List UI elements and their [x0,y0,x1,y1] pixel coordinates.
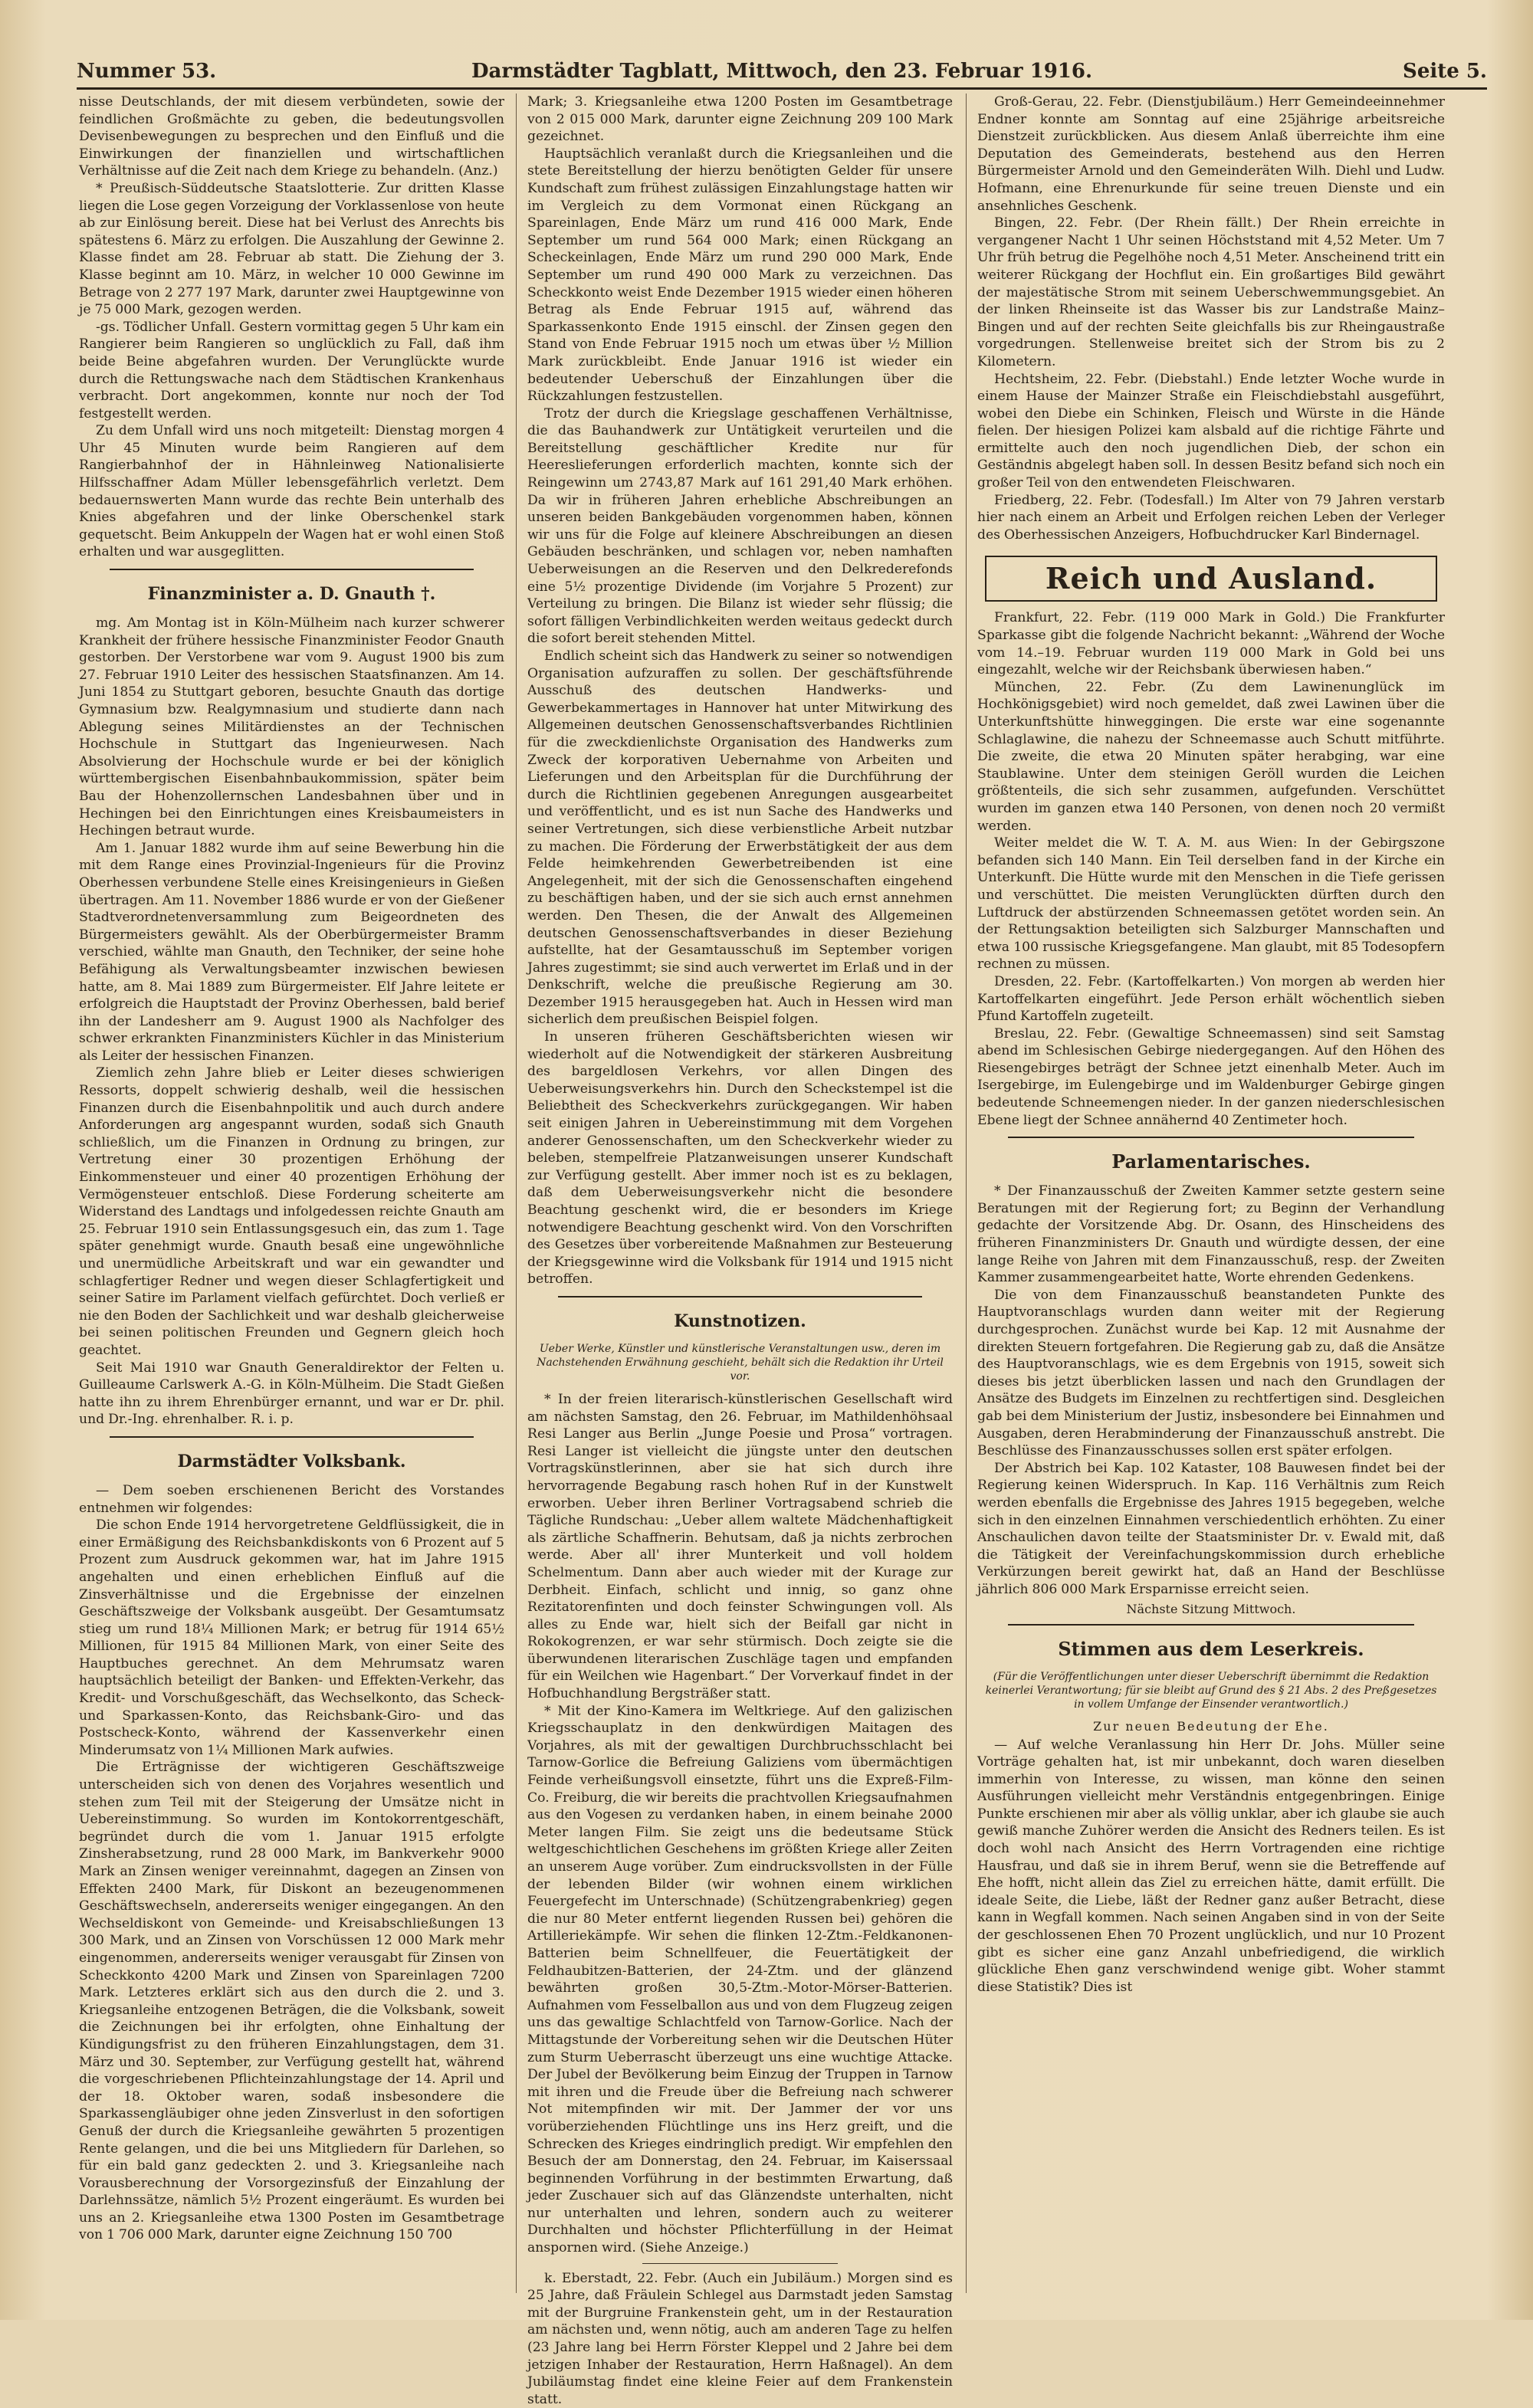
article-volksbank-6: Endlich scheint sich das Handwerk zu seiner so notwendigen Organisation aufzuraffen zu sollen. Der geschäftsführende Ausschuß des deutschen Handwerks- und Gewerbekammertages in Hannover hat unter Mitwirkung des Allgemeinen deutschen Genossenschaftsverbandes Richtlinien für die zweckdienlichste Organisation des Handwerks zum Zweck der korporativen Uebernahme von Arbeiten und Lieferungen und den Arbeitsplan für die Durchführung der durch die Richtlinien gegebenen Anregungen ausgearbeitet und veröffentlicht, und es ist nun Sache des Handwerks und seiner Vertretungen, sich diese verbienstliche Arbeit nutzbar zu machen. Die Förderung der Erwerbstätigkeit der aus dem Felde heimkehrenden Gewerbetreibenden ist eine Angelegenheit, mit der sich die Genossenschaften eingehend zu beschäftigen haben, und der sie sich auch ernst annehmen werden. Den Thesen, die der Anwalt des Allgemeinen deutschen Genossenschaftsverbandes in dieser Beziehung aufstellte, hat der Gesamtausschuß im September vorigen Jahres zugestimmt; sie sind auch verwertet im Erlaß und in der Denkschrift, welche die preußische Regierung am 30. Dezember 1915 herausgegeben hat. Auch in Hessen wird man sicherlich dem preußischen Beispiel folgen. [527,648,953,1028]
article-volksbank-5: Trotz der durch die Kriegslage geschaffenen Verhältnisse, die das Bauhandwerk zur Untätigkeit verurteilen und die Bereitstellung geschäftlicher Kredite nur für Heereslieferungen erforderlich machten, konnte sich der Reingewinn um 2743,87 Mark auf 161 291,40 Mark erhöhen. Da wir in früheren Jahren erhebliche Abschreibungen an unseren beiden Bankgebäuden vorgenommen haben, können wir uns für die Folge auf kleinere Abschreibungen an diesen Gebäuden beschränken, und schlagen vor, neben namhaften Ueberweisungen an die Reserven und den Delkrederefonds eine 5½ prozentige Dividende (im Vorjahre 5 Prozent) zur Verteilung zu bringen. Die Bilanz ist wieder sehr flüssig; die sofort fälligen Verbindlichkeiten werden weitaus gedeckt durch die sofort bereit stehenden Mittel. [527,405,953,647]
column-3 [977,93,1445,2293]
article-volksbank-2: Die Erträgnisse der wichtigeren Geschäftszweige unterscheiden sich von denen des Vorjahres wesentlich und stehen zum Teil mit der Steigerung der Umsätze nicht in Uebereinstimmung. So wurden im Kontokorrentgeschäft, begründet durch die vom 1. Januar 1915 erfolgte Zinsherabsetzung, rund 28 000 Mark, im Bankverkehr 9000 Mark an Zinsen weniger vereinnahmt, dagegen an Zinsen von Effekten 2400 Mark, für Diskont an bezeugenommenen Geschäftswechseln, andererseits weniger eingegangen. An den Wechseldiskont von Gemeinde- und Kreisabschließungen 13 300 Mark, und an Zinsen von Vorschüssen 12 000 Mark mehr eingenommen, andererseits weniger verausgabt für Zinsen von Scheckkonto 4200 Mark und Zinsen von Spareinlagen 7200 Mark. Letzteres erklärt sich aus den durch die 2. und 3. Kriegsanleihe entzogenen Beträgen, die die Volksbank, soweit die Zeichnungen bei ihr erfolgten, ohne Einhaltung der Kündigungsfrist zu den früheren Einzahlungstagen, dem 31. März und 30. September, zur Verfügung gestellt hat, während die vorgeschriebenen Pflichteinzahlungstage der 14. April und der 18. Oktober waren, sodaß insbesondere die Sparkassengläubiger ohne jeden Zinsverlust in den sofortigen Genuß der durch die Kriegsanleihe gewährten 5 prozentigen Rente gelangen, und die bei uns Mitgliedern für Darlehen, so für ein bald ganz gedeckten 2. und 3. Kriegsanleihe nach Vorausberechnung der Vorsorgezinsfuß der Einzahlung der Darlehnssätze, nämlich 5½ Prozent eingeräumt. Es wurden bei uns an 2. Kriegsanleihe etwa 1300 Posten im Gesamtbetrage von 1 706 000 Mark, darunter eigne Zeichnung 150 700 [79,1760,504,2243]
article-volksbank-7: In unseren früheren Geschäftsberichten wiesen wir wiederholt auf die Notwendigkeit der stärkeren Ausbreitung des bargeldlosen Verkehrs, vor allen Dingen des Ueberweisungsverkehrs hin. Durch den Scheckstempel ist die Beliebtheit des Scheckverkehrs zurückgegangen. Wir haben seit einigen Jahren in Uebereinstimmung mit dem Vorgehen anderer Genossenschaften, um den Scheckverkehr wieder zu beleben, stempelfreie Platzanweisungen unserer Kundschaft zur Verfügung gestellt. Aber immer noch ist es zu beklagen, daß dem Ueberweisungsverkehr nicht die besondere Beachtung geschenkt wird, die er besonders im Kriege notwendigere Beachtung geschenkt wird. Von den Vorschriften des Gesetzes über vorbereitende Maßnahmen zur Besteuerung der Kriegsgewinne wird die Volksbank für 1914 und 1915 nicht betroffen. [527,1029,953,1288]
article-friedberg: Friedberg, 22. Febr. (Todesfall.) Im Alter von 79 Jahren verstarb hier nach einem an Arbeit und Erfolgen reichen Leben der Verleger des Oberhessischen Anzeigers, Hofbuchdrucker Karl Bindernagel. [977,492,1445,543]
headline-volksbank: Darmstädter Volksbank. [177,1451,406,1471]
page-number: Seite 5. [1403,60,1487,83]
headline-parlamentarisches: Parlamentarisches. [1111,1150,1311,1173]
article-frankfurt: Frankfurt, 22. Febr. (119 000 Mark in Gold.) Die Frankfurter Sparkasse gibt die folgende Nachricht bekannt: „Während der Woche vom 14.–19. Februar wurden 119 000 Mark in Gold bei uns eingezahlt, welche wir der Reichsbank überwiesen haben.“ [977,610,1445,678]
headline-kunstnotizen: Kunstnotizen. [674,1311,806,1331]
section-divider [642,2263,838,2264]
page-header [77,60,1487,86]
article-breslau: Breslau, 22. Febr. (Gewaltige Schneemassen) sind seit Samstag abend im Schlesischen Gebirge niedergegangen. Auf den Höhen des Riesengebirges beträgt der Schnee jetzt einenhalb Meter. Auch im Isergebirge, im Eulengebirge und im Waldenburger Gebirge gingen bedeutende Schneemengen nieder. In der ganzen niederschlesischen Ebene liegt der Schnee annähernd 40 Zentimeter hoch. [977,1025,1445,1128]
article-gnauth-1: mg. Am Montag ist in Köln-Mülheim nach kurzer schwerer Krankheit der frühere hessische Finanzminister Feodor Gnauth gestorben. Der Verstorbene war vom 9. August 1900 bis zum 27. Februar 1910 Leiter des hessischen Staatsfinanzen. Am 14. Juni 1854 zu Stuttgart geboren, besuchte Gnauth das dortige Gymnasium bzw. Realgymnasium und studierte dann nach Ablegung seines Militärdienstes an der Technischen Hochschule in Stuttgart das Ingenieurwesen. Nach Absolvierung der Hochschule wurde er bei der königlich württembergischen Eisenbahnbaukommission, später beim Bau der Hohenzollernschen Landesbahnen über und in Hechingen bei den Einrichtungen eines Kreisbaumeisters in Hechingen betraut wurde. [79,615,504,839]
article-volksbank-4: Hauptsächlich veranlaßt durch die Kriegsanleihen und die stete Bereitstellung der hierzu benötigten Gelder für unsere Kundschaft zum frühest zulässigen Einzahlungstage hatten wir im Vergleich zu dem Vormonat einen Rückgang an Spareinlagen, Ende März um rund 416 000 Mark, Ende September um rund 564 000 Mark; einen Rückgang an Scheckeinlagen, Ende März um rund 290 000 Mark, Ende September um rund 490 000 Mark zu verzeichnen. Das Scheckkonto weist Ende Dezember 1915 wieder einen höheren Betrag als Ende Februar 1915 auf, während das Sparkassenkonto Ende 1915 einschl. der Zinsen gegen den Stand von Ende Februar 1915 noch um etwas über ½ Million Mark zurückbleibt. Ende Januar 1916 ist wieder ein bedeutender Ueberschuß der Einzahlungen über die Rückzahlungen festzustellen. [527,146,953,405]
masthead-title: Darmstädter Tagblatt, Mittwoch, den 23. Februar 1916. [471,60,1093,83]
article-text: nisse Deutschlands, der mit diesem verbündeten, sowie der feindlichen Großmächte zu geben, die bedeutungsvollen Devisenbewegungen zu besprechen und den Einfluß und die Einwirkungen der finanziellen und wirtschaftlichen Verhältnisse auf die Zeit nach dem Kriege zu behandeln. (Anz.) [79,94,504,179]
next-session: Nächste Sitzung Mittwoch. [1126,1601,1296,1616]
article-volksbank-1: Die schon Ende 1914 hervorgetretene Geldflüssigkeit, die in einer Ermäßigung des Reichsbankdiskonts von 6 Prozent auf 5 Prozent zum Ausdruck gekommen war, hat im Jahre 1915 angehalten und einen erheblichen Einfluß auf die Zinsverhältnisse und die Ergebnisse der einzelnen Geschäftszweige der Volksbank ausgeübt. Der Gesamtumsatz stieg um rund 18¼ Millionen Mark; er betrug für 1914 65½ Millionen, für 1915 84 Millionen Mark, von einer Seite des Hauptbuches gerechnet. An dem Mehrumsatz waren hauptsächlich beteiligt der Banken- und Effekten-Verkehr, das Kredit- und Vorschußgeschäft, das Wechselkonto, das Scheck- und Sparkassen-Konto, das Reichsbank-Giro- und das Postscheck-Konto, während der Kassenverkehr einen Minderumsatz von 1¼ Millionen Mark aufwies. [79,1517,504,1758]
section-box-reich [985,556,1437,602]
section-divider [110,569,474,570]
section-divider [558,1296,922,1297]
article-ehe: — Auf welche Veranlassung hin Herr Dr. Johs. Müller seine Vorträge gehalten hat, ist mir unbekannt, doch waren dieselben immerhin von Interesse, zu wissen, man könne den seinen Ausführungen vielleicht mehr Verständnis entgegenbringen. Einige Punkte erschienen mir aber als völlig unklar, aber ich glaube sie auch gewiß manche Zuhörer werden die Ansicht des Redners teilen. Es ist doch wohl nach Ansicht des Herrn Vortragenden eine richtige Hausfrau, und daß sie in ihrem Beruf, wenn sie die Betreffende auf Ehe hofft, nicht allein das Ziel zu erreichen hätte, damit erfüllt. Die ideale Seite, die Liebe, läßt der Redner ganz außer Betracht, diese kann in Wegfall kommen. Nach seinen Angaben sind in von der Seite der geschlossenen Ehen 70 Prozent unglücklich, und nur 10 Prozent gibt es sicher eine ganz Anzahl unbefriedigend, die wirklich glückliche Ehen ganz verschwindend wenige gibt. Woher stammt diese Statistik? Dies ist [977,1737,1445,1995]
article-gnauth-4: Seit Mai 1910 war Gnauth Generaldirektor der Felten u. Guilleaume Carlswerk A.-G. in Köln-Mülheim. Die Stadt Gießen hatte ihn zu ihrem Ehrenbürger ernannt, und war er Dr. phil. und Dr.-Ing. ehrenhalber. R. i. p. [79,1360,504,1428]
article-lottery: * Preußisch-Süddeutsche Staatslotterie. Zur dritten Klasse liegen die Lose gegen Vorzeigung der Vorklassenlose von heute ab zur Einlösung bereit. Diese hat bei Verlust des Anrechts bis spätestens 6. März zu erfolgen. Die Auszahlung der Gewinne 2. Klasse findet am 28. Februar ab statt. Die Ziehung der 3. Klasse beginnt am 10. März, in welcher 10 000 Gewinne im Betrage von 2 277 197 Mark, darunter zwei Hauptgewinne von je 75 000 Mark, gezogen werden. [79,180,504,318]
article-volksbank-3: Mark; 3. Kriegsanleihe etwa 1200 Posten im Gesamtbetrage von 2 015 000 Mark, darunter eigne Zeichnung 209 100 Mark gezeichnet. [527,94,953,145]
article-muenchen: München, 22. Febr. (Zu dem Lawinenunglück im Hochkönigsgebiet) wird noch gemeldet, daß zwei Lawinen über die Unterkunftshütte hinweggingen. Die erste war eine sogenannte Schlaglawine, die nahezu der Schneemasse auch Schutt mitführte. Die zweite, die etwa 20 Minuten später herabging, war eine Staublawine. Unter dem steinigen Geröll wurden die Leichen größtenteils, die sich sehr zusammen, aufgefunden. Verschüttet wurden im ganzen etwa 140 Personen, von denen noch 20 vermißt werden. [977,679,1445,834]
section-divider [1008,1624,1414,1626]
article-finanzausschuss-2: Die von dem Finanzausschuß beanstandeten Punkte des Hauptvoranschlags wurden dann weiter mit der Regierung durchgesprochen. Zunächst wurde bei Kap. 12 mit Ausnahme der direkten Steuern fortgefahren. Die Regierung gab zu, daß die Ansätze des Hauptvoranschlags, wie es dem Ergebnis von 1915, soweit sich dieses bis jetzt überblicken lassen und nach den Grundlagen der Ansätze des Budgets im Einzelnen zu rechtfertigen sind. Desgleichen gab bei dem Ministerium der Justiz, insbesondere bei Einnahmen und Ausgaben, deren Herabminderung der Finanzausschuß anstrebt. Die Beschlüsse des Finanzausschusses sollen erst später erfolgen. [977,1287,1445,1459]
header-rule [77,87,1487,90]
column-divider [966,93,967,2293]
column-1 [79,93,504,2293]
headline-reich-ausland: Reich und Ausland. [1045,561,1377,596]
article-gnauth-2: Am 1. Januar 1882 wurde ihm auf seine Bewerbung hin die mit dem Range eines Provinzial-Ingenieurs für die Provinz Oberhessen verbundene Stelle eines Kreisingenieurs in Gießen übertragen. Am 11. November 1886 wurde er von der Gießener Stadtverordnetenversammlung zum Beigeordneten des Bürgermeisters gewählt. Als der Oberbürgermeister Bramm verschied, wählte man Gnauth, den Techniker, der seine hohe Befähigung als Verwaltungsbeamter inzwischen bewiesen hatte, am 8. Mai 1889 zum Bürgermeister. Elf Jahre leitete er erfolgreich die Hauptstadt der Provinz Oberhessen, bald berief ihn der Landesherr am 9. August 1900 als Nachfolger des schwer erkrankten Finanzministers Küchler in das Ministerium als Leiter der hessischen Finanzen. [79,840,504,1064]
article-wien: Weiter meldet die W. T. A. M. aus Wien: In der Gebirgszone befanden sich 140 Mann. Ein Teil derselben fand in der Kirche ein Unterkunft. Die Hütte wurde mit den Menschen in die Tiefe gerissen und verschüttet. Die meisten Verunglückten dürften durch den Luftdruck der abstürzenden Schneemassen getötet worden sein. An der Rettungsaktion beteiligten sich Salzburger Mannschaften und etwa 100 russische Kriegsgefangene. Man glaubt, mit 85 Todesopfern rechnen zu müssen. [977,835,1445,973]
headline-gnauth: Finanzminister a. D. Gnauth †. [147,584,436,605]
article-volksbank-intro: — Dem soeben erschienenen Bericht des Vorstandes entnehmen wir folgendes: [79,1482,504,1516]
article-accident-followup: Zu dem Unfall wird uns noch mitgeteilt: Dienstag morgen 4 Uhr 45 Minuten wurde beim Rangieren auf dem Rangierbahnhof der in Hähnleinweg Nationalisierte Hilfsschaffner Adam Müller lebensgefährlich verletzt. Dem bedauernswerten Mann wurde das rechte Bein unterhalb des Knies abgefahren und der linke Oberschenkel stark gequetscht. Beim Ankuppeln der Wagen hat er wohl einen Stoß erhalten und war ausgeglitten. [79,423,504,560]
headline-leserkreis: Stimmen aus dem Leserkreis. [1058,1637,1364,1660]
column-divider [516,93,517,2293]
article-eberstadt: k. Eberstadt, 22. Febr. (Auch ein Jubiläum.) Morgen sind es 25 Jahre, daß Fräulein Schlegel aus Darmstadt jeden Samstag mit der Burgruine Frankenstein geht, um in der Restauration am nächsten und, wenn nötig, auch am anderen Tage zu helfen (23 Jahre lang bei Herrn Förster Kleppel und 2 Jahre bei dem jetzigen Inhaber der Restauration, Herrn Haßnagel). An dem Jubiläumstag findet eine kleine Feier auf dem Frankenstein statt. [527,2270,953,2407]
letter-subheading: Zur neuen Bedeutung der Ehe. [1093,1718,1329,1734]
article-gross-gerau: Groß-Gerau, 22. Febr. (Dienstjubiläum.) Herr Gemeindeeinnehmer Endner konnte am Sonntag auf eine 25jährige arbeitsreiche Dienstzeit zurückblicken. Aus diesem Anlaß überreichte ihm eine Deputation des Gemeinderats, bestehend aus den Herren Bürgermeister Arnold und den Gemeinderäten Wilh. Diehl und Ludw. Hofmann, eine Ehrenurkunde für seine treuen Dienste und ein ansehnliches Geschenk. [977,94,1445,214]
article-gnauth-3: Ziemlich zehn Jahre blieb er Leiter dieses schwierigen Ressorts, doppelt schwierig deshalb, weil die hessischen Finanzen durch die Eisenbahnpolitik und auch durch andere Anforderungen arg angespannt wurden, sodaß sich Gnauth schließlich, um die Finanzen in Ordnung zu bringen, zur Vertretung einer 30 prozentigen Erhöhung der Einkommensteuer und einer 40 prozentigen Erhöhung der Vermögensteuer entschloß. Diese Forderung scheiterte am Widerstand des Landtags und infolgedessen reichte Gnauth am 25. Februar 1910 sein Entlassungsgesuch ein, das zum 1. Tage später genehmigt wurde. Gnauth besaß eine ungewöhnliche und unermüdliche Arbeitskraft und war ein gewandter und schlagfertiger Redner und wegen dieser Schlagfertigkeit und seiner Satire im Parlament vielfach gefürchtet. Doch verließ er nie den Boden der Sachlichkeit und war deshalb gleicherweise bei seinen politischen Freunden und Gegnern gleich hoch geachtet. [79,1065,504,1358]
article-hechtsheim: Hechtsheim, 22. Febr. (Diebstahl.) Ende letzter Woche wurde in einem Hause der Mainzer Straße ein Fleischdiebstahl ausgeführt, wobei den Diebe ein Schinken, Fleisch und Würste in die Hände fielen. Der hiesigen Polizei kam alsbald auf die richtige Fährte und ermittelte auch den noch jugendlichen Dieb, der schon ein Geständnis abgelegt haben soll. In dessen Besitz befand sich noch ein großer Teil von den entwendeten Fleischwaren. [977,371,1445,491]
article-bingen: Bingen, 22. Febr. (Der Rhein fällt.) Der Rhein erreichte in vergangener Nacht 1 Uhr seinen Höchststand mit 4,52 Meter. Um 7 Uhr früh betrug die Pegelhöhe noch 4,51 Meter. Anscheinend tritt ein weiterer Rückgang der Hochflut ein. Ein großartiges Bild gewährt der majestätische Strom mit seinem Ueberschwemmungsgebiet. An der linken Rheinseite ist das Wasser bis zur Landstraße Mainz–Bingen und auf der rechten Seite gleichfalls bis zur Rheingaustraße vorgedrungen. Stellenweise breitet sich der Strom bis zu 2 Kilometern. [977,215,1445,369]
section-divider [110,1436,474,1438]
article-dresden: Dresden, 22. Febr. (Kartoffelkarten.) Von morgen ab werden hier Kartoffelkarten eingeführt. Jede Person erhält wöchentlich sieben Pfund Kartoffeln zugeteilt. [977,973,1445,1025]
article-finanzausschuss-3: Der Abstrich bei Kap. 102 Kataster, 108 Bauwesen findet bei der Regierung keinen Widerspruch. In Kap. 116 Verhältnis zum Reich werden ebenfalls die Ergebnisse des Jahres 1915 begegeben, welche sich in den einzelnen Einnahmen verschiedentlich erhöhten. Zu einer Anschaulichen davon teilte der Staatsminister Dr. v. Ewald mit, daß die Tätigkeit der Vereinfachungskommission durch erhebliche Verkürzungen bereit gewirkt hat, daß an Hand der Beschlüsse jährlich 806 000 Mark Ersparnisse erreicht seien. [977,1460,1445,1597]
issue-number: Nummer 53. [77,60,217,83]
editorial-note: (Für die Veröffentlichungen unter dieser Ueberschrift übernimmt die Redaktion keinerlei Verantwortung; für sie bleibt auf Grund des § 21 Abs. 2 des Preßgesetzes in vollem Umfange der Einsender verantwortlich.) [985,1670,1437,1711]
article-accident: -gs. Tödlicher Unfall. Gestern vormittag gegen 5 Uhr kam ein Rangierer beim Rangieren so unglücklich zu Fall, daß ihm beide Beine abgefahren wurden. Der Verunglückte wurde durch die Rettungswache nach dem Städtischen Krankenhaus verbracht. Dort angekommen, konnte nur noch der Tod festgestellt werden. [79,319,504,422]
article-finanzausschuss-1: * Der Finanzausschuß der Zweiten Kammer setzte gestern seine Beratungen mit der Regierung fort; zu Beginn der Verhandlung gedachte der Vorsitzende Abg. Dr. Osann, des Hinscheidens des früheren Finanzministers Dr. Gnauth und würdigte dessen, der eine lange Reihe von Jahren mit dem Finanzausschuß, resp. der Zweiten Kammer zusammengearbeitet hatte, Worte ehrenden Gedenkens. [977,1183,1445,1286]
column-2 [527,93,953,2407]
section-divider [1008,1137,1414,1138]
editorial-note: Ueber Werke, Künstler und künstlerische Veranstaltungen usw., deren im Nachstehenden Erwähnung geschieht, behält sich die Redaktion ihr Urteil vor. [537,1342,944,1383]
article-kino: * Mit der Kino-Kamera im Weltkriege. Auf den galizischen Kriegsschauplatz in den denkwürdigen Maitagen des Vorjahres, als mit der gewaltigen Durchbruchsschlacht bei Tarnow-Gorlice die Befreiung Galiziens vom übermächtigen Feinde verheißungsvoll einsetzte, führt uns die Expreß-Film-Co. Freiburg, die wir bereits die prachtvollen Kriegsaufnahmen aus den Vogesen zu verdanken haben, in einem beinahe 2000 Meter langen Film. Sie zeigt uns die bedeutsame Stück weltgeschichtlichen Geschehens im größten Kriege aller Zeiten an unserem Auge vorüber. Zum eindrucksvollsten in der Fülle der lebenden Bilder (wir wohnen einem wirklichen Feuergefecht im Unterschnade) (Schützengrabenkrieg) gegen die nur 80 Meter entfernt liegenden Russen bei) gehören die Artilleriekämpfe. Wir sehen die flinken 12-Ztm.-Feldkanonen-Batterien beim Schnellfeuer, die Feuertätigkeit der Feldhaubitzen-Batterien, der 24-Ztm. und der glänzend bewährten großen 30,5-Ztm.-Motor-Mörser-Batterien. Aufnahmen vom Fesselballon aus und von dem Flugzeug zeigen uns das gewaltige Schlachtfeld von Tarnow-Gorlice. Nach der Mittagstunde der Vorbereitung sehen wir die Deutschen Hüter zum Sturm Ueberrascht überzeugt uns eine wuchtige Attacke. Der Jubel der Bevölkerung beim Einzug der Truppen in Tarnow mit ihren und die Freude über die Befreiung nach schwerer Not mitempfinden wir mit. Der Jammer der vor uns vorüberziehenden Flüchtlinge uns ins Herz greift, und die Schrecken des Krieges eindringlich predigt. Wir empfehlen den Besuch der am Donnerstag, den 24. Februar, im Kaiserssaal beginnenden Vorführung in der bestimmten Erwartung, daß jeder Zuschauer sich auf das Glänzendste unterhalten, nicht nur unterhalten und lehren, sondern auch zu weiterer Durchhalten und höchster Pflichterfüllung in der Heimat anspornen wird. (Siehe Anzeige.) [527,1703,953,2256]
article-langer: * In der freien literarisch-künstlerischen Gesellschaft wird am nächsten Samstag, den 26. Februar, im Mathildenhöhsaal Resi Langer aus Berlin „Junge Poesie und Prosa“ vortragen. Resi Langer ist vielleicht die jüngste unter den deutschen Vortragskünstlerinnen, aber sie hat sich durch ihre hervorragende Begabung rasch hohen Ruf in der Kunstwelt erworben. Ueber ihren Berliner Vortragsabend schrieb die Tägliche Rundschau: „Ueber allem waltete Mädchenhaftigkeit als zärtliche Schaffnerin. Behutsam, daß ja nichts zerbrochen werde. Aber all' ihrer Munterkeit und voll holdem Schelmentum. Dann aber auch wieder mit der Kurage zur Derbheit. Einfach, schlicht und innig, so ganz ohne Rezitatorenfinten und doch feinster Schwingungen voll. Als alles zu Ende war, hielt sich der Beifall gar nicht in Rokokogrenzen, er war sehr stürmisch. Doch zeigte sie die überwundenen literarischen Zuschläge tagen und empfanden für ein Weilchen wie Hagenbart.“ Der Vorverkauf findet in der Hofbuchhandlung Bergsträßer statt. [527,1391,953,1702]
